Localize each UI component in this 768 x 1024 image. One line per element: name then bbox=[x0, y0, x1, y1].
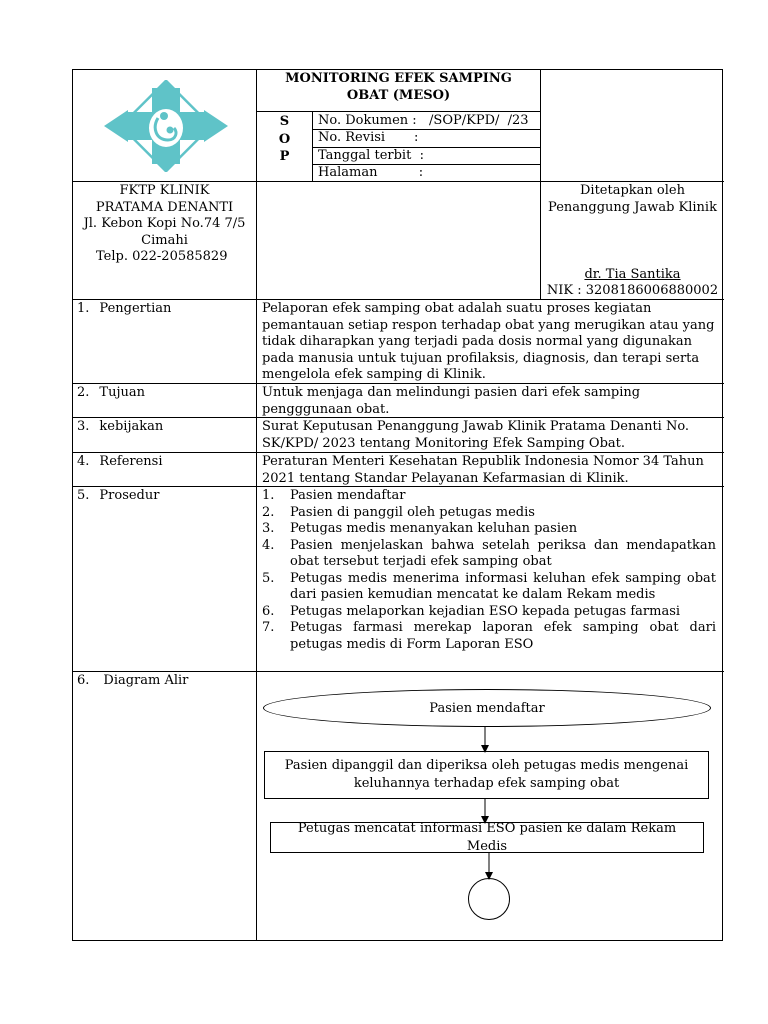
flow-step-1-box: Pasien dipanggil dan diperiksa oleh petugas medis mengenai keluhannya terhadap efek samping obat bbox=[264, 751, 709, 799]
section-title: Referensi bbox=[99, 454, 163, 469]
clinic-phone: Telp. 022-20585829 bbox=[96, 249, 228, 264]
section-content-referensi: Peraturan Menteri Kesehatan Republik Indonesia Nomor 34 Tahun 2021 tentang Standar Pelayanan Kefarmasian di Klinik. bbox=[262, 454, 704, 486]
page-field: Halaman : bbox=[318, 165, 424, 180]
section-content-pengertian: Pelaporan efek samping obat adalah suatu proses kegiatan pemantauan setiap respon terhadap obat yang merugikan atau yang tidak diharapkan yang terjadi pada dosis normal yang digunakan pada manusia untuk tujuan profilaksis, diagnosis, dan terapi serta mengelola efek samping di Klinik. bbox=[262, 301, 715, 382]
step-text: Petugas melaporkan kejadian ESO kepada petugas farmasi bbox=[290, 603, 681, 619]
section-title: Diagram Alir bbox=[103, 673, 189, 688]
flow-arrows bbox=[73, 70, 724, 942]
section-number: 4. bbox=[77, 454, 90, 469]
sop-letter: O bbox=[278, 131, 291, 147]
clinic-name-line-1: FKTP KLINIK bbox=[119, 183, 210, 198]
title-line-1: MONITORING EFEK SAMPING bbox=[285, 71, 512, 86]
step-number: 2. bbox=[262, 504, 275, 520]
step-number: 6. bbox=[262, 603, 275, 619]
approval-label-line-2: Penanggung Jawab Klinik bbox=[548, 199, 717, 215]
section-number: 1. bbox=[77, 301, 90, 316]
flow-start-oval: Pasien mendaftar bbox=[263, 689, 711, 727]
step-number: 1. bbox=[262, 488, 275, 503]
revision-field: No. Revisi : bbox=[318, 130, 419, 145]
step-number: 3. bbox=[262, 521, 275, 536]
section-number: 5. bbox=[77, 488, 90, 503]
section-content-kebijakan: Surat Keputusan Penanggung Jawab Klinik Pratama Denanti No. SK/KPD/ 2023 tentang Monitoring Efek Samping Obat. bbox=[262, 419, 690, 451]
sop-letter: P bbox=[279, 149, 290, 164]
issue-date-field: Tanggal terbit : bbox=[318, 148, 424, 163]
doc-number-field: No. Dokumen : /SOP/KPD/ /23 bbox=[318, 113, 529, 128]
step-text: Pasien di panggil oleh petugas medis bbox=[290, 504, 535, 520]
section-title: Tujuan bbox=[99, 385, 145, 400]
flow-end-circle bbox=[468, 878, 510, 920]
section-number: 6. bbox=[77, 673, 90, 688]
section-title: Pengertian bbox=[99, 301, 172, 316]
sop-letter: S bbox=[279, 114, 290, 129]
approval-label-line-1: Ditetapkan oleh bbox=[580, 183, 685, 198]
section-number: 3. bbox=[77, 419, 90, 434]
sop-document bbox=[72, 69, 723, 941]
section-title: kebijakan bbox=[99, 419, 164, 434]
signer-name: dr. Tia Santika bbox=[584, 267, 681, 282]
section-number: 2. bbox=[77, 385, 90, 400]
clinic-address-line-1: Jl. Kebon Kopi No.74 7/5 bbox=[83, 216, 246, 231]
step-text: Petugas medis menerima informasi keluhan efek samping obat dari pasien kemudian mencatat ke dalam Rekam medis bbox=[290, 570, 716, 602]
step-text: Petugas farmasi merekap laporan efek samping obat dari petugas medis di Form Laporan ESO bbox=[290, 620, 716, 652]
clinic-name-line-2: PRATAMA DENANTI bbox=[95, 199, 234, 215]
signer-nik: NIK : 3208186006880002 bbox=[546, 283, 719, 298]
step-text: Petugas medis menanyakan keluhan pasien bbox=[290, 521, 578, 536]
step-number: 7. bbox=[262, 620, 275, 635]
step-text: Pasien menjelaskan bahwa setelah periksa dan mendapatkan obat tersebut terjadi efek samping obat bbox=[290, 537, 716, 569]
step-number: 5. bbox=[262, 570, 275, 586]
clinic-address-line-2: Cimahi bbox=[141, 232, 188, 248]
section-content-tujuan: Untuk menjaga dan melindungi pasien dari efek samping pengggunaan obat. bbox=[262, 385, 641, 417]
step-text: Pasien mendaftar bbox=[290, 488, 406, 503]
flow-step-2-box: Petugas mencatat informasi ESO pasien ke dalam Rekam Medis bbox=[270, 822, 704, 853]
step-number: 4. bbox=[262, 537, 275, 553]
section-title: Prosedur bbox=[99, 488, 160, 503]
title-line-2: OBAT (MESO) bbox=[346, 87, 451, 103]
